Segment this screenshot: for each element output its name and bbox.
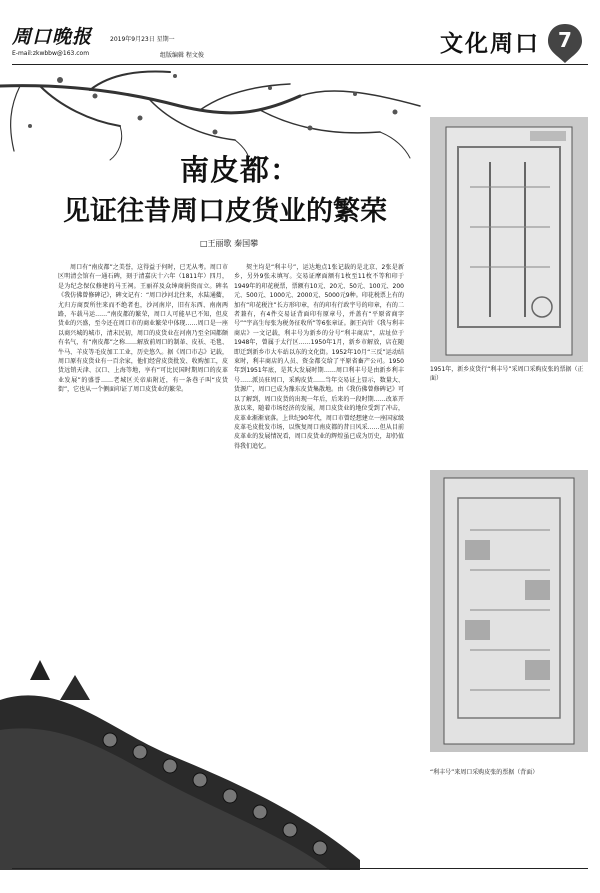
tree-branch-illustration: [0, 66, 430, 161]
receipt-front-photo: [430, 117, 588, 362]
contact-email: E-mail:zkwbbw@163.com: [12, 50, 90, 57]
layout-editor: 组版编辑 程文俊: [160, 52, 204, 59]
footer-rule: [12, 868, 588, 869]
masthead: [0, 0, 600, 70]
headline-line1: 南皮都：: [179, 153, 300, 187]
photo-caption-back: “利丰号”来周口采购皮张的票据（背面）: [430, 769, 539, 776]
article-column-2: 契主均是“利丰号”，运达地点1张记载的是北京、2张是新乡，另外9张未填写。交易证摩面额有1枚至11枚不等和印于1949年的印花税票，票额有10元、20元、50元、100元、200元、500元、1000元、2000元、5000元9种。印花税票上有的加有“印花税注”长方形印章，有的印有行政宇号的印章，有的二者兼有，有4件交易证背面印有原章号，并盖有“平原省商字号”“宇高生每张为税务征收所”等6张章证。据王向针《我与利丰商店》一文记载，利丰号为新乡的分号“利丰商店”，店址位于1948年，曾属于太行区……1950年1月，新乡市解放，店在随即迁到新乡市大车站以东的文化街。1952年10月“三反”运动结束时，利丰商店的人员、资金都交给了平原省畜产公司。1950年到1951年底，是其大发展时期……周口利丰号是由新乡利丰号……派员驻周口，采购皮货……当年交易证上显示，数量大、货源广，周口已成为豫东皮货集散地。由《我仿佛曾修碑记》可以了解到，周口皮货的出现一年后，后来的一段时期……改革开放以来，随着市场经济的发展，周口皮货业的地位受到了冲击，皮革业渐渐衰落。上世纪90年代，周口市曾经想建立一座国家级皮革毛皮批发市场，以恢复周口南皮都的昔日风采……但从目前皮革业的发展情况看，周口皮货业的辉煌虽已成为历史，却仍值得我们追忆。: [234, 264, 404, 450]
traditional-roof-illustration: [0, 660, 400, 870]
masthead-rule: [12, 64, 588, 65]
receipt-back-photo: [430, 470, 588, 752]
section-title: 文化周口: [440, 30, 540, 57]
article-column-1: 周口有“南皮都”之美誉，这得益于何时，已无从考。周口市区明清会馆有一通石碑，刻于清嘉庆十六年（1811年）四月，是为纪念保仪修建的马王祠。王丽祥及众绅商捐资而立。碑名《我仿佛曾修碑记》，碑文记有：“周口沙河北往来，水陆通衢，尤归方商贾所往来而不绝者也，沙河南岸，旧有东西、南南两路，车载马运……”南皮都的繁荣，周口人可能早已不知，但皮货业的兴盛，至今还在周口市的商业繁荣中体现……周口是一座以商兴城的城市，清末民初，周口的皮货业在河南乃至全国都颇有名气，有“南皮都”之称……解放前周口的制革、皮袄、毛毯、牛马、羊皮等毛皮加工工业，历史悠久。据《周口市志》记载，周口原有皮货业有一百余家，他们经营皮货批发、收购加工，皮货远销天津、汉口、上海等地，享有“可比民国时期周口的皮革业发展”的盛誉……老城区关帝庙附近，有一条巷子叫“皮货街”，它也从一个侧面印证了周口皮货业的繁荣。: [58, 264, 228, 394]
photo-caption-front: 1951年，新乡皮货行“利丰号”采周口采购皮张的票据（正面）: [430, 366, 584, 382]
issue-date: 2019年9月23日 星期一: [110, 36, 175, 43]
page-number: 7: [558, 28, 572, 52]
headline-line2: 见证往昔周口皮货业的繁荣: [63, 196, 387, 227]
newspaper-logo: 周口晚报: [12, 26, 93, 48]
byline: □王丽歌 秦国攀: [200, 239, 259, 248]
